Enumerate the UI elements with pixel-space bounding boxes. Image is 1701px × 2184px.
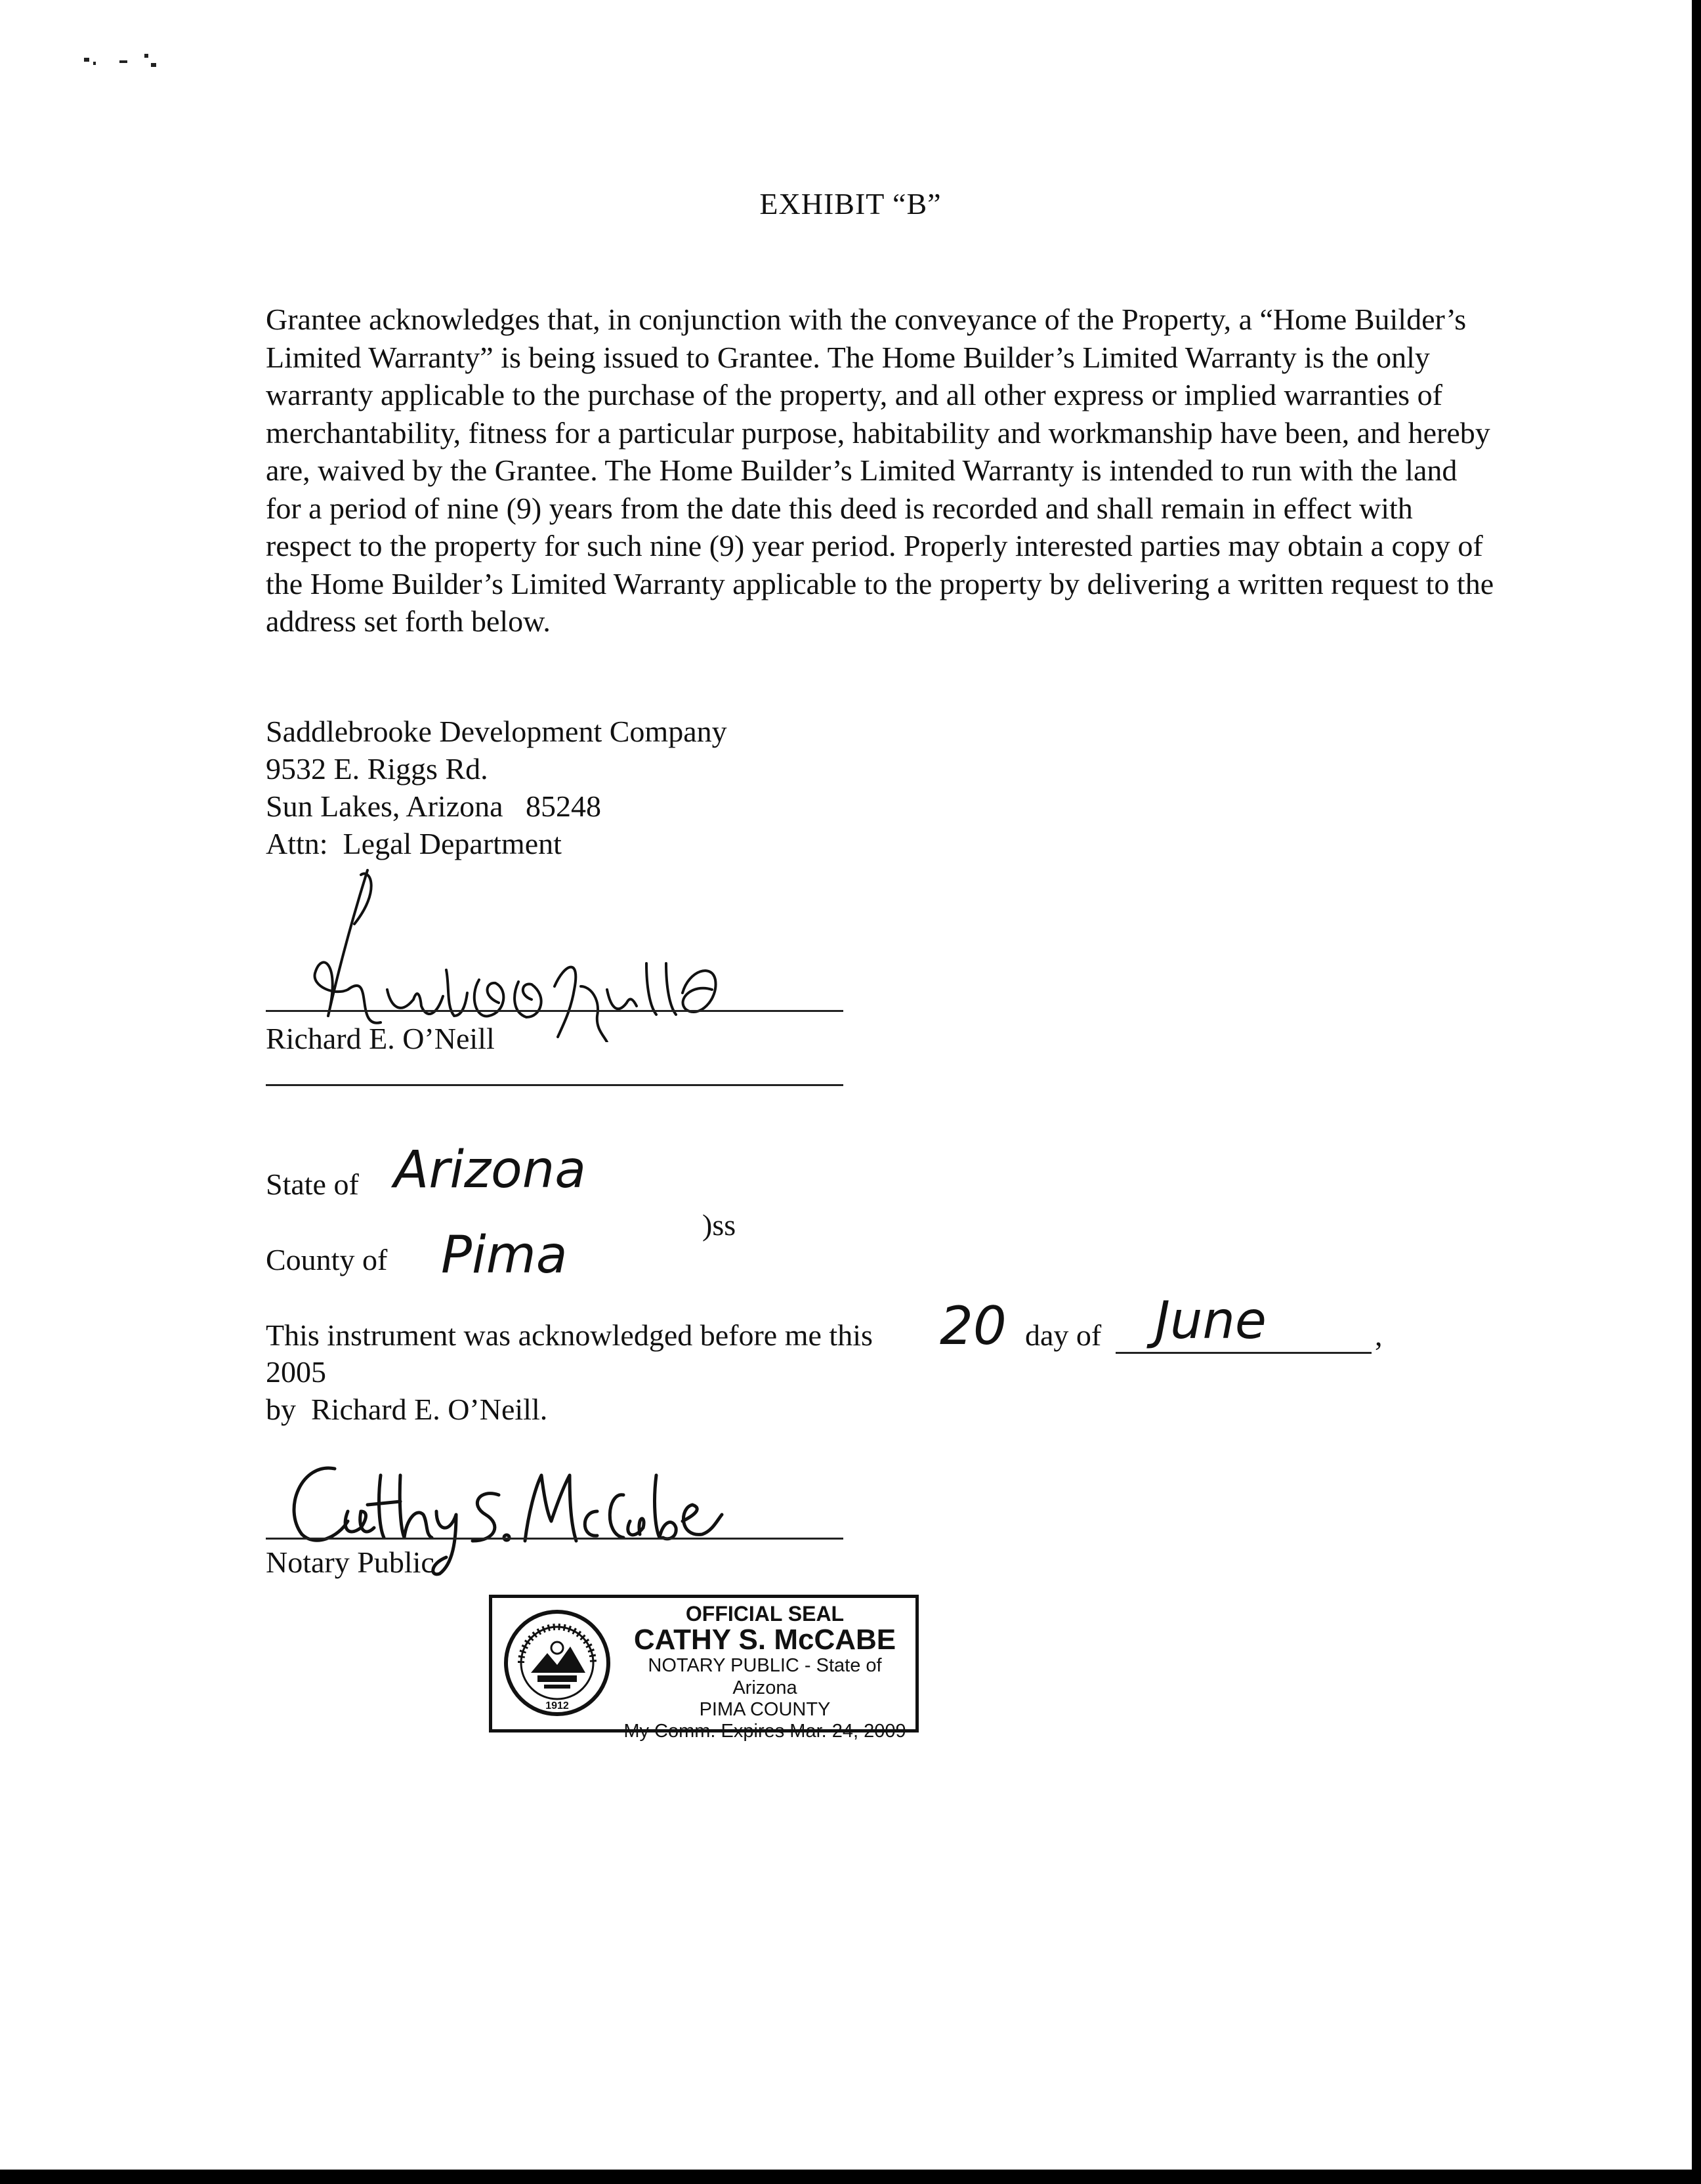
seal-text-block (616, 1602, 914, 1742)
city-state-zip: Sun Lakes, Arizona 85248 (266, 789, 602, 823)
address-block (266, 713, 727, 862)
notary-signature-line (266, 1538, 843, 1540)
richard-oneill-signature (282, 865, 827, 1042)
county-label: County of (266, 1243, 388, 1276)
signature-line-2 (266, 1084, 843, 1086)
seal-county: PIMA COUNTY (699, 1699, 831, 1720)
ss-mark: )ss (702, 1208, 736, 1242)
street-address: 9532 E. Riggs Rd. (266, 752, 488, 786)
notary-public-label: Notary Public (266, 1545, 434, 1579)
warranty-paragraph: Grantee acknowledges that, in conjunction with the conveyance of the Property, a “Home Builder’s Limited Warranty” is being issued to Grantee. The Home Builder’s Limited Warranty is the only warranty applicable to the purchase of the property, and all other express or implied warranties of merchantability, fitness for a particular purpose, habitability and workmanship have been, and hereby are, waived by the Grantee. The Home Builder’s Limited Warranty is intended to run with the land for a period of nine (9) years from the date this deed is recorded and shall remain in effect with respect to the property for such nine (9) year period. Properly interested parties may obtain a copy of the Home Builder’s Limited Warranty applicable to the property by delivering a written request to the address set forth below. (266, 303, 1494, 638)
seal-official-seal: OFFICIAL SEAL (685, 1602, 845, 1626)
ack-by-line: by Richard E. O’Neill. (266, 1393, 548, 1426)
seal-notary-state: NOTARY PUBLIC - State of Arizona (648, 1655, 882, 1698)
svg-text:1912: 1912 (545, 1700, 569, 1712)
signature-line-1 (266, 1010, 843, 1012)
seal-commission-expiry: My Comm. Expires Mar. 24, 2009 (623, 1721, 906, 1742)
scan-border-right (1692, 0, 1701, 2184)
exhibit-title: EXHIBIT “B” (759, 187, 942, 220)
scan-border-bottom (0, 2170, 1701, 2184)
day-of-label: day of (1025, 1318, 1102, 1352)
attention-line: Attn: Legal Department (266, 827, 562, 860)
county-handwritten: Pima (441, 1226, 568, 1285)
day-handwritten: 20 (940, 1295, 1007, 1356)
company-name: Saddlebrooke Development Company (266, 715, 727, 748)
seal-notary-name: CATHY S. McCABE (633, 1624, 896, 1656)
month-comma: , (1375, 1318, 1383, 1352)
arizona-state-seal-emblem (501, 1607, 613, 1719)
state-handwritten: Arizona (394, 1141, 586, 1200)
state-label: State of (266, 1167, 359, 1201)
scan-specks (79, 51, 197, 71)
official-notary-seal (489, 1595, 919, 1742)
ack-year: 2005 (266, 1355, 326, 1389)
month-handwritten: June (1155, 1292, 1267, 1351)
signer-printed-name: Richard E. O’Neill (266, 1022, 495, 1055)
month-line (1116, 1352, 1372, 1354)
ack-prefix: This instrument was acknowledged before me this (266, 1318, 873, 1352)
